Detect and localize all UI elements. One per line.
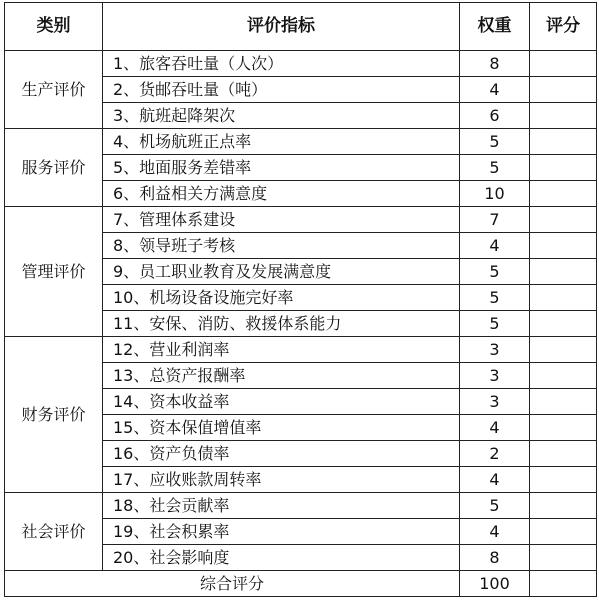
- weight-cell: 5: [460, 129, 530, 155]
- header-row: [5, 3, 597, 51]
- table-row: [5, 337, 597, 363]
- weight-cell: 5: [460, 311, 530, 337]
- weight-cell: 3: [460, 337, 530, 363]
- weight-cell: 4: [460, 77, 530, 103]
- indicator-cell: 5、地面服务差错率: [103, 155, 460, 181]
- weight-cell: 5: [460, 259, 530, 285]
- evaluation-table: [4, 2, 597, 597]
- indicator-cell: 13、总资产报酬率: [103, 363, 460, 389]
- indicator-cell: 12、营业利润率: [103, 337, 460, 363]
- table-body: [5, 51, 597, 597]
- indicator-cell: 20、社会影响度: [103, 545, 460, 571]
- indicator-cell: 10、机场设备设施完好率: [103, 285, 460, 311]
- indicator-cell: 7、管理体系建设: [103, 207, 460, 233]
- score-cell[interactable]: [530, 233, 597, 259]
- weight-cell: 8: [460, 545, 530, 571]
- score-cell[interactable]: [530, 129, 597, 155]
- weight-cell: 4: [460, 519, 530, 545]
- table-row: [5, 129, 597, 155]
- table-row: [5, 51, 597, 77]
- category-cell: 管理评价: [5, 207, 103, 337]
- score-cell[interactable]: [530, 363, 597, 389]
- weight-cell: 5: [460, 285, 530, 311]
- score-cell[interactable]: [530, 259, 597, 285]
- indicator-cell: 9、员工职业教育及发展满意度: [103, 259, 460, 285]
- weight-cell: 3: [460, 389, 530, 415]
- weight-cell: 5: [460, 493, 530, 519]
- header-category: 类别: [5, 3, 103, 51]
- score-cell[interactable]: [530, 311, 597, 337]
- score-cell[interactable]: [530, 441, 597, 467]
- score-cell[interactable]: [530, 181, 597, 207]
- indicator-cell: 19、社会积累率: [103, 519, 460, 545]
- header-indicator: 评价指标: [103, 3, 460, 51]
- score-cell[interactable]: [530, 207, 597, 233]
- score-cell[interactable]: [530, 155, 597, 181]
- indicator-cell: 3、航班起降架次: [103, 103, 460, 129]
- indicator-cell: 6、利益相关方满意度: [103, 181, 460, 207]
- indicator-cell: 16、资产负债率: [103, 441, 460, 467]
- indicator-cell: 17、应收账款周转率: [103, 467, 460, 493]
- score-cell[interactable]: [530, 467, 597, 493]
- indicator-cell: 14、资本收益率: [103, 389, 460, 415]
- weight-cell: 7: [460, 207, 530, 233]
- header-score: 评分: [530, 3, 597, 51]
- weight-cell: 3: [460, 363, 530, 389]
- total-row: [5, 571, 597, 597]
- score-cell[interactable]: [530, 545, 597, 571]
- score-cell[interactable]: [530, 519, 597, 545]
- weight-cell: 4: [460, 415, 530, 441]
- score-cell[interactable]: [530, 337, 597, 363]
- header-weight: 权重: [460, 3, 530, 51]
- score-cell[interactable]: [530, 415, 597, 441]
- score-cell[interactable]: [530, 285, 597, 311]
- weight-cell: 6: [460, 103, 530, 129]
- table-row: [5, 207, 597, 233]
- score-cell[interactable]: [530, 77, 597, 103]
- total-score-cell[interactable]: [530, 571, 597, 597]
- weight-cell: 2: [460, 441, 530, 467]
- weight-cell: 10: [460, 181, 530, 207]
- weight-cell: 5: [460, 155, 530, 181]
- indicator-cell: 11、安保、消防、救援体系能力: [103, 311, 460, 337]
- indicator-cell: 1、旅客吞吐量（人次）: [103, 51, 460, 77]
- category-cell: 服务评价: [5, 129, 103, 207]
- weight-cell: 4: [460, 233, 530, 259]
- score-cell[interactable]: [530, 493, 597, 519]
- category-cell: 生产评价: [5, 51, 103, 129]
- category-cell: 财务评价: [5, 337, 103, 493]
- indicator-cell: 18、社会贡献率: [103, 493, 460, 519]
- indicator-cell: 2、货邮吞吐量（吨）: [103, 77, 460, 103]
- indicator-cell: 15、资本保值增值率: [103, 415, 460, 441]
- indicator-cell: 4、机场航班正点率: [103, 129, 460, 155]
- total-weight: 100: [460, 571, 530, 597]
- indicator-cell: 8、领导班子考核: [103, 233, 460, 259]
- weight-cell: 4: [460, 467, 530, 493]
- score-cell[interactable]: [530, 103, 597, 129]
- table-row: [5, 493, 597, 519]
- category-cell: 社会评价: [5, 493, 103, 571]
- weight-cell: 8: [460, 51, 530, 77]
- total-label: 综合评分: [5, 571, 460, 597]
- score-cell[interactable]: [530, 389, 597, 415]
- score-cell[interactable]: [530, 51, 597, 77]
